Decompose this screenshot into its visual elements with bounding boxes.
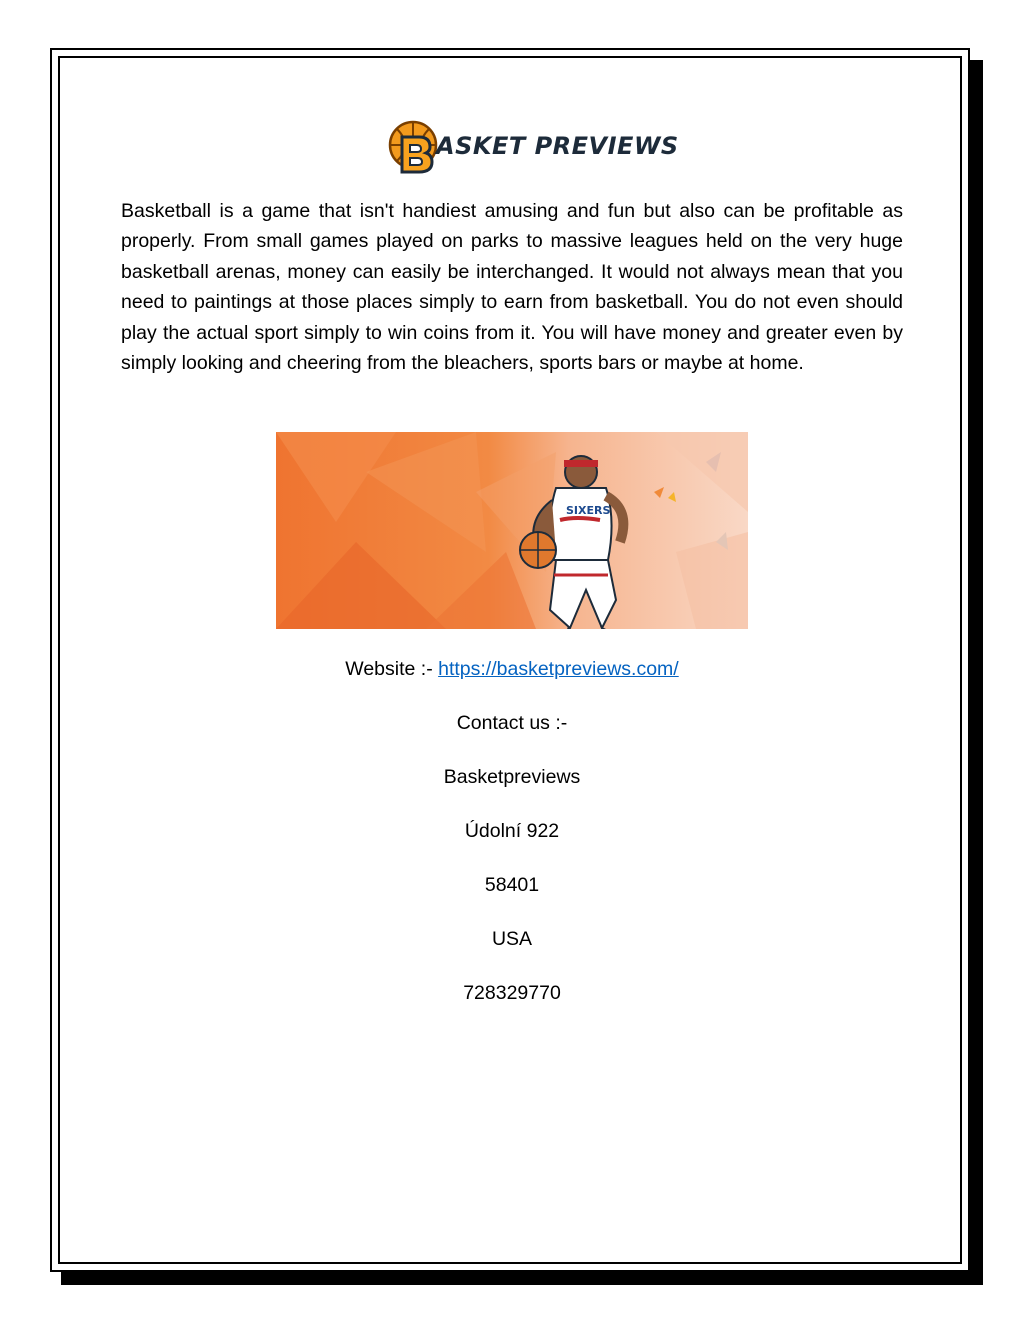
intro-paragraph: Basketball is a game that isn't handiest amusing and fun but also can be profitable as properly. From small games played on parks to massive leagues held on the very huge basketball arenas, money can easily be interchanged. It would not always mean that you need to paintings at those places simply to earn from basketball. You do not even should play the actual sport simply to win coins from it. You will have money and greater even by simply looking and cheering from the bleachers, sports bars or maybe at home. [121, 200, 903, 375]
logo-wordmark: ASKET PREVIEWS [436, 132, 679, 160]
svg-text:SIXERS: SIXERS [566, 504, 611, 517]
contact-phone: 728329770 [463, 982, 561, 1004]
website-link[interactable]: https://basketpreviews.com/ [438, 658, 679, 680]
contact-street: Údolní 922 [464, 820, 560, 842]
contact-name: Basketpreviews [443, 766, 581, 788]
basketball-player-illustration [276, 432, 748, 629]
contact-heading: Contact us :- [456, 712, 568, 734]
contact-country: USA [491, 928, 533, 950]
basket-previews-logo [386, 118, 679, 176]
website-label: Website :- [345, 658, 439, 680]
hero-image [276, 432, 748, 629]
contact-postal-code: 58401 [484, 874, 540, 896]
website-line [0, 657, 1024, 681]
